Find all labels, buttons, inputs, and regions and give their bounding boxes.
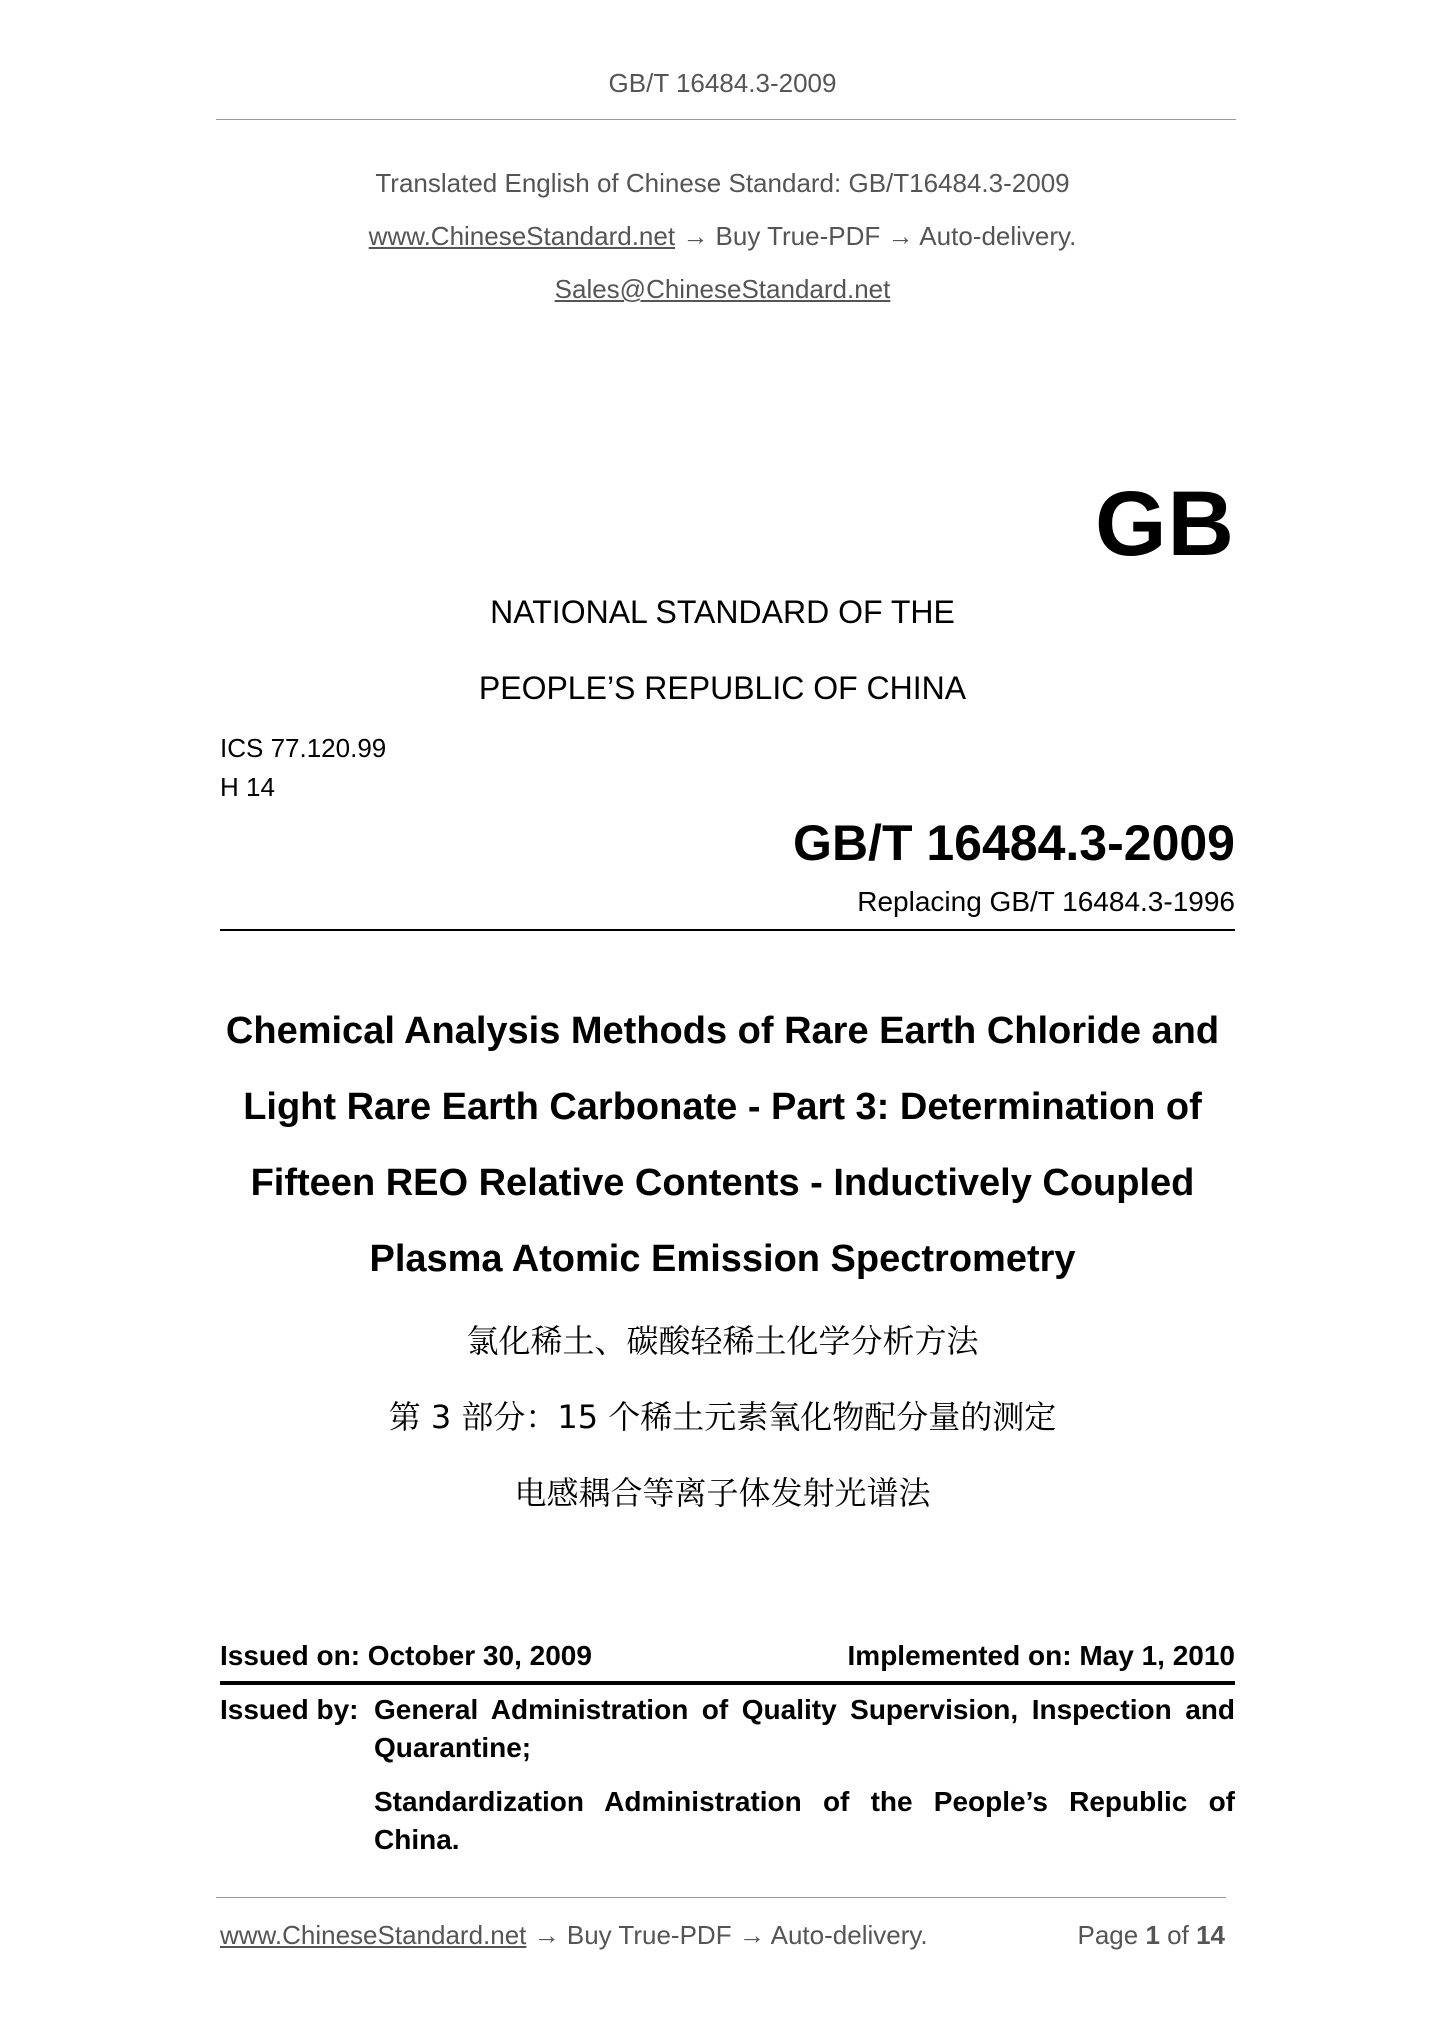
sales-email-link[interactable]: Sales@ChineseStandard.net (554, 274, 891, 304)
arrow-icon: → (738, 1920, 765, 1950)
footer-delivery-text: Auto-delivery. (770, 1920, 928, 1950)
issuer-line-2: Standardization Administration of the People’s Republic of (374, 1786, 1235, 1817)
title-cn-line-3: 电感耦合等离子体发射光谱法 (514, 1474, 931, 1512)
page-label: Page (1077, 1920, 1139, 1950)
dates-divider (220, 1681, 1235, 1685)
arrow-icon: → (682, 221, 709, 251)
title-en-line-1: Chemical Analysis Methods of Rare Earth Chloride and (225, 1010, 1220, 1052)
standard-number: GB/T 16484.3-2009 (793, 815, 1235, 871)
promo-line (0, 221, 1445, 252)
title-cn-line-2: 第 3 部分：15 个稀土元素氧化物配分量的测定 (388, 1398, 1057, 1436)
email-line (0, 274, 1445, 305)
running-title: GB/T 16484.3-2009 (608, 68, 837, 98)
title-en-line-4: Plasma Atomic Emission Spectrometry (369, 1238, 1076, 1280)
site-link[interactable]: www.ChineseStandard.net (368, 221, 676, 251)
dates-row (220, 1640, 1235, 1672)
footer-site-link[interactable]: www.ChineseStandard.net (220, 1920, 527, 1950)
national-standard-line-1: NATIONAL STANDARD OF THE (490, 594, 955, 630)
ccs-code: H 14 (220, 772, 275, 802)
auto-delivery-text: Auto-delivery. (919, 221, 1077, 251)
footer-promo (220, 1920, 928, 1951)
implemented-on-date: Implemented on: May 1, 2010 (847, 1640, 1235, 1671)
issuer-line-2b: China. (374, 1824, 460, 1855)
arrow-icon: → (533, 1920, 560, 1950)
of-label: of (1167, 1920, 1189, 1950)
page-total: 14 (1196, 1920, 1225, 1950)
header-divider (216, 119, 1236, 120)
national-standard-line-2: PEOPLE’S REPUBLIC OF CHINA (478, 670, 967, 706)
page-number: 1 (1145, 1920, 1160, 1950)
title-en-line-3: Fifteen REO Relative Contents - Inductively Coupled (250, 1162, 1195, 1204)
issued-by-label: Issued by: (220, 1694, 359, 1725)
issuer-line-1: General Administration of Quality Supervision, Inspection and (374, 1694, 1235, 1725)
title-en-line-2: Light Rare Earth Carbonate - Part 3: Determination of (243, 1086, 1202, 1128)
replacing-text: Replacing GB/T 16484.3-1996 (857, 886, 1235, 917)
footer-buy-text: Buy True-PDF (566, 1920, 732, 1950)
title-cn-line-1: 氯化稀土、碳酸轻稀土化学分析方法 (466, 1322, 979, 1360)
arrow-icon: → (887, 221, 914, 251)
issuer-line-1b: Quarantine; (374, 1732, 532, 1763)
ics-code: ICS 77.120.99 (220, 733, 387, 763)
gb-mark: GB (1095, 473, 1235, 575)
translated-line: Translated English of Chinese Standard: GB/T16484.3-2009 (375, 168, 1070, 198)
footer-divider (216, 1897, 1226, 1898)
page-indicator (1077, 1920, 1225, 1951)
issued-on-date: Issued on: October 30, 2009 (220, 1640, 592, 1671)
number-divider (220, 929, 1235, 931)
buy-true-pdf-text: Buy True-PDF (715, 221, 881, 251)
